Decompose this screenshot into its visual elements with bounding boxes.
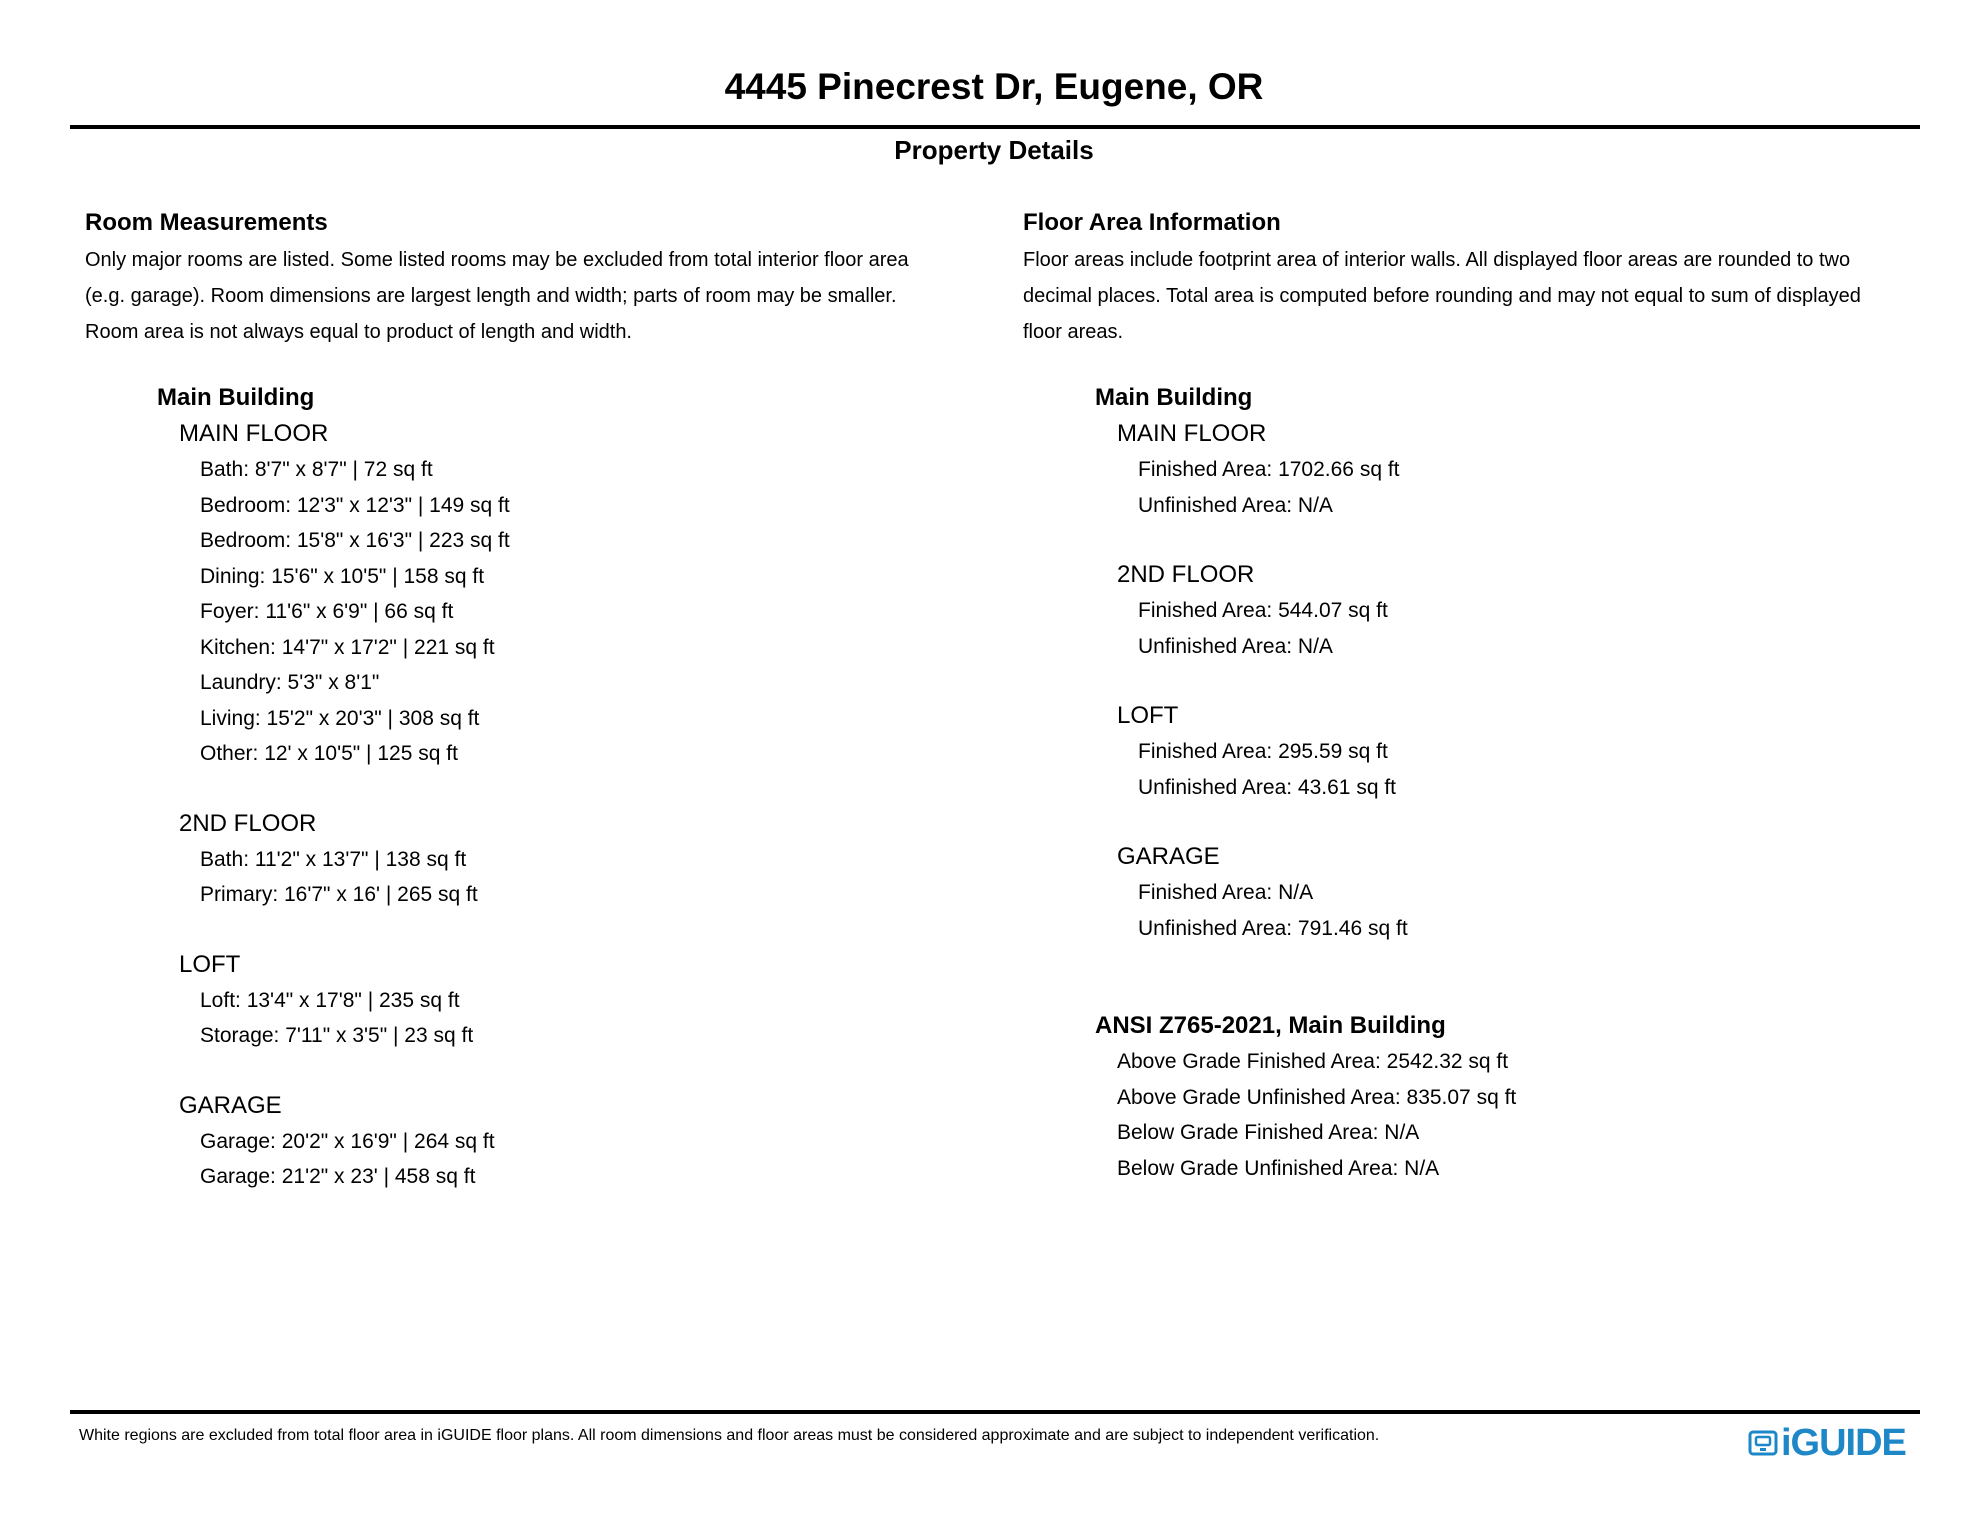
logo-text: iGUIDE	[1781, 1422, 1906, 1464]
room-item: Foyer: 11'6" x 6'9" | 66 sq ft	[200, 600, 454, 623]
page-subtitle: Property Details	[894, 135, 1094, 165]
floor-name: GARAGE	[1117, 843, 1220, 870]
iguide-camera-icon	[1748, 1428, 1778, 1458]
area-group-loft	[1117, 698, 1928, 805]
area-item: Unfinished Area: N/A	[1138, 634, 1333, 658]
floor-area-section	[1023, 206, 1928, 1186]
iguide-logo	[1748, 1423, 1906, 1463]
room-item: Other: 12' x 10'5" | 125 sq ft	[200, 742, 458, 765]
room-item: Kitchen: 14'7" x 17'2" | 221 sq ft	[200, 635, 495, 659]
ansi-item: Above Grade Finished Area: 2542.32 sq ft	[1117, 1050, 1509, 1073]
building-title: Main Building	[1095, 384, 1253, 411]
floor-area-intro	[1023, 242, 1928, 350]
room-item: Storage: 7'11" x 3'5" | 23 sq ft	[200, 1024, 474, 1047]
area-item: Finished Area: 1702.66 sq ft	[1138, 458, 1400, 481]
floor-name: MAIN FLOOR	[179, 420, 329, 447]
floor-name: 2ND FLOOR	[179, 809, 317, 837]
room-building-block	[85, 380, 985, 1195]
ansi-item: Below Grade Unfinished Area: N/A	[1117, 1156, 1440, 1180]
floor-group-loft	[179, 947, 985, 1054]
area-group-garage	[1117, 839, 1928, 946]
footer-divider	[70, 1410, 1920, 1414]
intro-line: Room area is not always equal to product of length and width.	[85, 321, 632, 343]
area-item: Unfinished Area: N/A	[1138, 493, 1333, 517]
room-item: Laundry: 5'3" x 8'1"	[200, 671, 380, 694]
floor-area-heading: Floor Area Information	[1023, 209, 1281, 236]
footer-disclaimer: White regions are excluded from total floor area in iGUIDE floor plans. All room dimensions and floor areas must be considered approximate and are subject to independent verification.	[79, 1427, 1380, 1444]
room-item: Bath: 11'2" x 13'7" | 138 sq ft	[200, 847, 467, 871]
page-title: 4445 Pinecrest Dr, Eugene, OR	[724, 66, 1264, 107]
room-item: Loft: 13'4" x 17'8" | 235 sq ft	[200, 988, 460, 1012]
area-item: Finished Area: 544.07 sq ft	[1138, 599, 1388, 622]
room-measurements-section	[85, 206, 985, 1195]
room-item: Garage: 20'2" x 16'9" | 264 sq ft	[200, 1129, 495, 1153]
floor-group-main	[179, 416, 985, 772]
area-item: Finished Area: 295.59 sq ft	[1138, 740, 1388, 763]
room-item: Living: 15'2" x 20'3" | 308 sq ft	[200, 706, 480, 730]
intro-line: (e.g. garage). Room dimensions are largest length and width; parts of room may be smaller.	[85, 285, 897, 307]
floor-name: LOFT	[179, 950, 241, 978]
room-item: Bedroom: 12'3" x 12'3" | 149 sq ft	[200, 493, 510, 517]
room-measurements-intro	[85, 242, 985, 350]
area-item: Finished Area: N/A	[1138, 881, 1314, 904]
room-item: Bedroom: 15'8" x 16'3" | 223 sq ft	[200, 529, 510, 552]
area-building-block	[1023, 380, 1928, 946]
floor-group-2nd	[179, 806, 985, 913]
room-item: Bath: 8'7" x 8'7" | 72 sq ft	[200, 458, 433, 481]
ansi-title: ANSI Z765-2021, Main Building	[1095, 1012, 1446, 1039]
area-group-main	[1117, 416, 1928, 523]
room-item: Dining: 15'6" x 10'5" | 158 sq ft	[200, 564, 485, 588]
ansi-summary	[1023, 1008, 1928, 1186]
floor-name: GARAGE	[179, 1091, 282, 1119]
room-item: Primary: 16'7" x 16' | 265 sq ft	[200, 883, 478, 906]
intro-line: Only major rooms are listed. Some listed rooms may be excluded from total interior floor area	[85, 249, 909, 271]
ansi-item: Above Grade Unfinished Area: 835.07 sq ft	[1117, 1085, 1517, 1109]
building-title: Main Building	[157, 384, 315, 411]
floor-name: 2ND FLOOR	[1117, 561, 1255, 588]
title-divider	[70, 125, 1920, 129]
ansi-item: Below Grade Finished Area: N/A	[1117, 1121, 1420, 1144]
intro-line: floor areas.	[1023, 321, 1124, 343]
area-item: Unfinished Area: 791.46 sq ft	[1138, 916, 1408, 940]
area-item: Unfinished Area: 43.61 sq ft	[1138, 775, 1396, 799]
floor-name: MAIN FLOOR	[1117, 420, 1267, 447]
intro-line: decimal places. Total area is computed before rounding and may not equal to sum of displayed	[1023, 285, 1861, 307]
area-group-2nd	[1117, 557, 1928, 664]
floor-name: LOFT	[1117, 702, 1179, 729]
room-item: Garage: 21'2" x 23' | 458 sq ft	[200, 1165, 476, 1188]
room-measurements-heading: Room Measurements	[85, 209, 328, 236]
intro-line: Floor areas include footprint area of interior walls. All displayed floor areas are rounded to two	[1023, 249, 1851, 271]
floor-group-garage	[179, 1088, 985, 1195]
